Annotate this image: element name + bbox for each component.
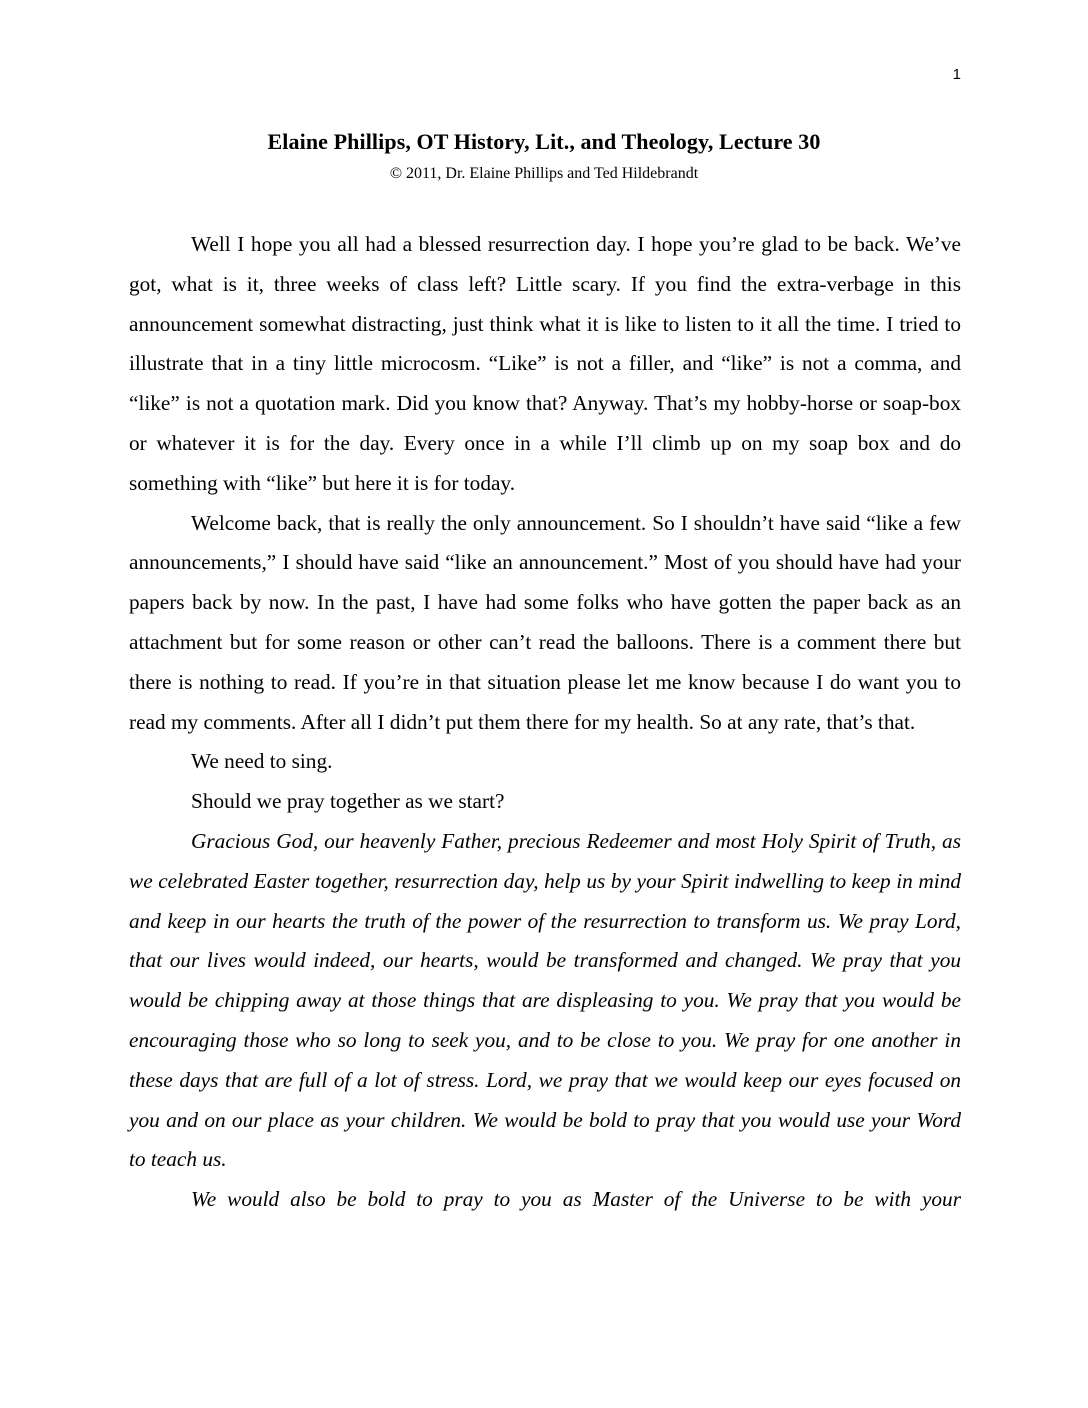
paragraph-pray-question: Should we pray together as we start? (191, 789, 505, 814)
copyright-line: © 2011, Dr. Elaine Phillips and Ted Hildebrandt (389, 165, 699, 182)
lecture-title: Elaine Phillips, OT History, Lit., and Theology, Lecture 30 (267, 129, 821, 154)
page-number: 1 (952, 66, 961, 83)
paragraph-sing: We need to sing. (191, 749, 333, 774)
paragraph-announcement: Welcome back, that is really the only announcement. So I shouldn’t have said “like a few announcements,” I should have said “like an announcement.” Most of you should have had your papers back by now. In the past, I have had some folks who have gotten the paper back as an attachment but for some reason or other can’t read the balloons. There is a comment there but there is nothing to read. If you’re in that situation please let me know because I do want you to read my comments. After all I didn’t put them there for my health. So at any rate, that’s that. (129, 510, 961, 734)
lecture-body (129, 225, 961, 1220)
paragraph-prayer: Gracious God, our heavenly Father, precious Redeemer and most Holy Spirit of Truth, as we celebrated Easter together, resurrection day, help us by your Spirit indwelling to keep in mind and keep in our hearts the truth of the power of the resurrection to transform us. We pray Lord, that our lives would indeed, our hearts, would be transformed and changed. We pray that you would be chipping away at those things that are displeasing to you. We pray that you would be encouraging those who so long to seek you, and to be close to you. We pray for one another in these days that are full of a lot of stress. Lord, we pray that we would keep our eyes focused on you and on our place as your children. We would be bold to pray that you would use your Word to teach us. (129, 828, 961, 1172)
paragraph-greeting: Well I hope you all had a blessed resurrection day. I hope you’re glad to be back. We’ve got, what is it, three weeks of class left? Little scary. If you find the extra-verbage in this announcement somewhat distracting, just think what it is like to listen to it all the time. I tried to illustrate that in a tiny little microcosm. “Like” is not a filler, and “like” is not a comma, and “like” is not a quotation mark. Did you know that? Anyway. That’s my hobby-horse or soap-box or whatever it is for the day. Every once in a while I’ll climb up on my soap box and do something with “like” but here it is for today. (129, 232, 961, 495)
paragraph-prayer-continued: We would also be bold to pray to you as Master of the Universe to be with your (191, 1187, 961, 1212)
